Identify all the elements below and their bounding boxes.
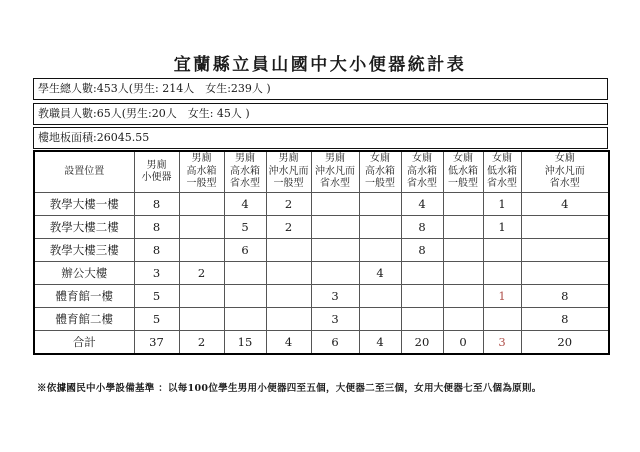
value-cell: 1: [483, 216, 521, 239]
value-cell: 8: [134, 216, 179, 239]
total-row: [34, 331, 609, 355]
location-cell: 體育館二樓: [34, 308, 134, 331]
column-header: 女廁 沖水凡而 省水型: [521, 151, 609, 193]
value-cell: [359, 308, 401, 331]
value-cell: [266, 308, 311, 331]
value-cell: [401, 285, 443, 308]
table-row: [34, 285, 609, 308]
table-body: [34, 193, 609, 355]
value-cell: 3: [311, 308, 359, 331]
column-header: 女廁 低水箱 省水型: [483, 151, 521, 193]
table-row: [34, 216, 609, 239]
value-cell: 2: [179, 262, 224, 285]
value-cell: [521, 239, 609, 262]
floor-area-line: 樓地板面積:26045.55: [33, 127, 608, 149]
value-cell: [311, 193, 359, 216]
value-cell: 4: [224, 193, 266, 216]
value-cell: 6: [311, 331, 359, 355]
value-cell: [483, 262, 521, 285]
value-cell: [359, 193, 401, 216]
value-cell: [401, 262, 443, 285]
value-cell: 37: [134, 331, 179, 355]
column-header: 男廁 高水箱 省水型: [224, 151, 266, 193]
value-cell: [443, 262, 483, 285]
value-cell: 20: [521, 331, 609, 355]
column-header: 男廁 沖水凡而 省水型: [311, 151, 359, 193]
table-row: [34, 239, 609, 262]
value-cell: 8: [521, 308, 609, 331]
value-cell: 8: [521, 285, 609, 308]
value-cell: 8: [134, 193, 179, 216]
value-cell: 4: [359, 262, 401, 285]
value-cell: 1: [483, 193, 521, 216]
value-cell: 8: [134, 239, 179, 262]
value-cell: [443, 193, 483, 216]
value-cell: [521, 216, 609, 239]
value-cell: [224, 308, 266, 331]
location-cell: 合計: [34, 331, 134, 355]
footnote: ※依據國民中小學設備基準 ：以每100位學生男用小便器四至五個，大便器二至三個，女用大便器七至八個為原則。: [37, 383, 542, 394]
value-cell: 8: [401, 239, 443, 262]
column-header: 男廁 小便器: [134, 151, 179, 193]
value-cell: 3: [311, 285, 359, 308]
column-header: 設置位置: [34, 151, 134, 193]
value-cell: [179, 308, 224, 331]
value-cell: [224, 285, 266, 308]
statistics-table: [33, 150, 610, 355]
value-cell: [359, 285, 401, 308]
table-row: [34, 308, 609, 331]
value-cell: [443, 216, 483, 239]
page-title: 宜蘭縣立員山國中大小便器統計表: [173, 55, 467, 75]
value-cell: [224, 262, 266, 285]
value-cell: [179, 193, 224, 216]
value-cell: 2: [266, 216, 311, 239]
location-cell: 體育館一樓: [34, 285, 134, 308]
value-cell: 4: [266, 331, 311, 355]
value-cell: 15: [224, 331, 266, 355]
value-cell: 4: [401, 193, 443, 216]
value-cell: [401, 308, 443, 331]
value-cell: [179, 285, 224, 308]
value-cell: [443, 308, 483, 331]
value-cell: [359, 216, 401, 239]
value-cell: 6: [224, 239, 266, 262]
column-header: 女廁 低水箱 一般型: [443, 151, 483, 193]
value-cell: [311, 216, 359, 239]
value-cell: 8: [401, 216, 443, 239]
value-cell: 5: [134, 308, 179, 331]
value-cell: 3: [134, 262, 179, 285]
table-row: [34, 262, 609, 285]
value-cell: [311, 239, 359, 262]
value-cell: 5: [224, 216, 266, 239]
column-header: 女廁 高水箱 省水型: [401, 151, 443, 193]
value-cell: [521, 262, 609, 285]
location-cell: 教學大樓二樓: [34, 216, 134, 239]
value-cell: 3: [483, 331, 521, 355]
location-cell: 教學大樓三樓: [34, 239, 134, 262]
value-cell: [443, 285, 483, 308]
value-cell: [179, 239, 224, 262]
value-cell: 1: [483, 285, 521, 308]
value-cell: 5: [134, 285, 179, 308]
value-cell: [483, 239, 521, 262]
value-cell: [443, 239, 483, 262]
value-cell: 2: [179, 331, 224, 355]
header-row: [34, 151, 609, 193]
value-cell: [266, 262, 311, 285]
value-cell: [359, 239, 401, 262]
value-cell: 4: [359, 331, 401, 355]
value-cell: 4: [521, 193, 609, 216]
table-row: [34, 193, 609, 216]
staff-count-line: 教職員人數:65人(男生:20人 女生: 45人 ): [33, 103, 608, 125]
location-cell: 教學大樓一樓: [34, 193, 134, 216]
value-cell: [266, 285, 311, 308]
value-cell: [266, 239, 311, 262]
column-header: 男廁 沖水凡而 一般型: [266, 151, 311, 193]
column-header: 女廁 高水箱 一般型: [359, 151, 401, 193]
value-cell: [179, 216, 224, 239]
value-cell: [483, 308, 521, 331]
location-cell: 辦公大樓: [34, 262, 134, 285]
student-count-line: 學生總人數:453人(男生: 214人 女生:239人 ): [33, 78, 608, 100]
value-cell: 2: [266, 193, 311, 216]
value-cell: 20: [401, 331, 443, 355]
value-cell: 0: [443, 331, 483, 355]
column-header: 男廁 高水箱 一般型: [179, 151, 224, 193]
value-cell: [311, 262, 359, 285]
